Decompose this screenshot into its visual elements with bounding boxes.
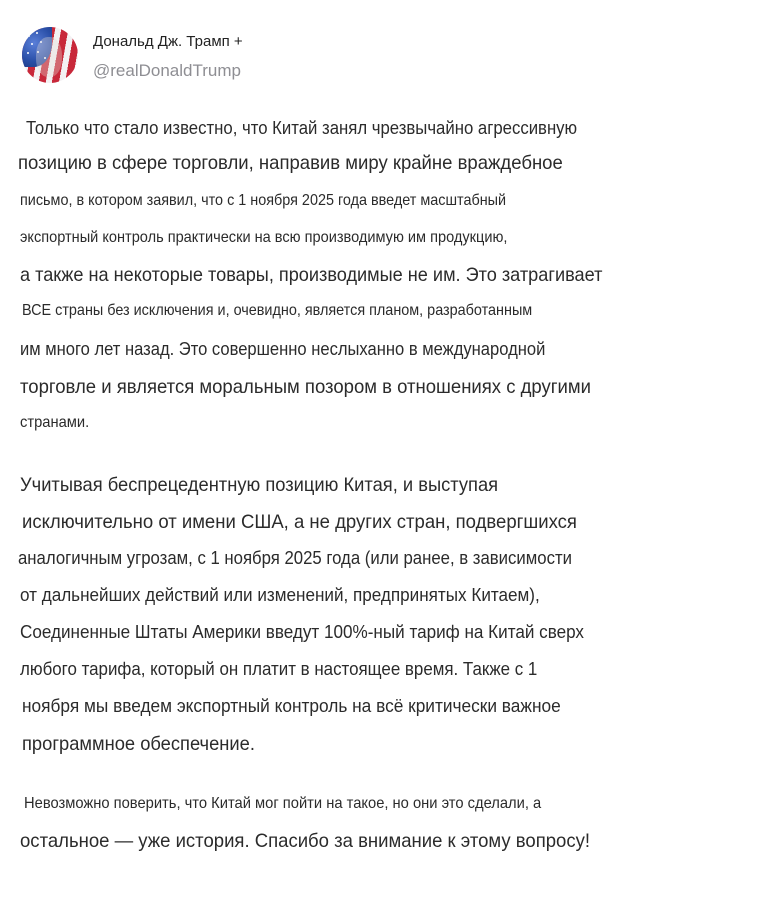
post-line: им много лет назад. Это совершенно неслыханно в международной	[20, 339, 546, 359]
post-line: Только что стало известно, что Китай занял чрезвычайно агрессивную	[26, 118, 578, 138]
author-handle[interactable]: @realDonaldTrump	[93, 61, 241, 80]
post-line: торговле и является моральным позором в отношениях с другими	[20, 376, 591, 398]
avatar[interactable]	[22, 27, 78, 83]
post-line: исключительно от имени США, а не других стран, подвергшихся	[22, 511, 577, 533]
post-line: остальное — уже история. Спасибо за внимание к этому вопросу!	[20, 830, 591, 852]
post-line: Учитывая беспрецедентную позицию Китая, и выступая	[20, 474, 499, 496]
post-line: программное обеспечение.	[22, 733, 255, 755]
author-display-name[interactable]: Дональд Дж. Трамп +	[93, 33, 243, 50]
post-line: от дальнейших действий или изменений, предпринятых Китаем),	[20, 585, 540, 605]
post-line: Соединенные Штаты Америки введут 100%-ный тариф на Китай сверх	[20, 622, 584, 642]
post-line: позицию в сфере торговли, направив миру крайне враждебное	[18, 152, 563, 174]
post-line: экспортный контроль практически на всю производимую им продукцию,	[20, 229, 508, 246]
post-line: ноября мы введем экспортный контроль на всё критически важное	[22, 696, 561, 716]
post-line: а также на некоторые товары, производимые не им. Это затрагивает	[20, 264, 603, 286]
post-line: аналогичным угрозам, с 1 ноября 2025 года (или ранее, в зависимости	[18, 548, 572, 568]
post-line: любого тарифа, который он платит в настоящее время. Также с 1	[20, 659, 538, 679]
post-line: Невозможно поверить, что Китай мог пойти на такое, но они это сделали, а	[24, 795, 542, 812]
post-line: ВСЕ страны без исключения и, очевидно, является планом, разработанным	[22, 302, 533, 319]
post-line: письмо, в котором заявил, что с 1 ноября 2025 года введет масштабный	[20, 192, 507, 209]
avatar-portrait	[36, 37, 62, 77]
post-line: странами.	[20, 414, 90, 431]
